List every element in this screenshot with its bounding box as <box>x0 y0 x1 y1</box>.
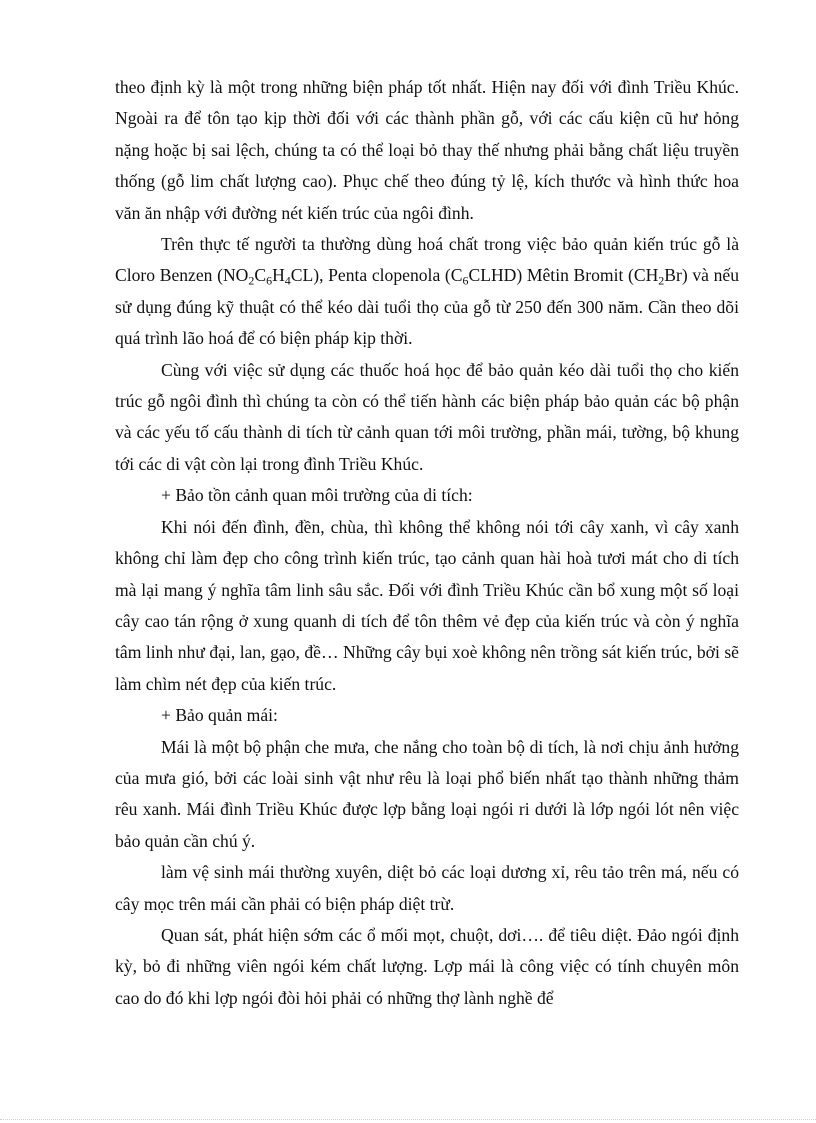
text-segment: làm vệ sinh mái thường xuyên, diệt bỏ các loại dương xỉ, rêu tảo trên má, nếu có cây mọc trên mái cần phải có biện pháp diệt trừ. <box>115 862 739 914</box>
text-segment: H <box>272 265 285 286</box>
heading-roof-preservation <box>115 700 739 731</box>
text-segment: CLHD) Mêtin Bromit (CH <box>468 265 659 286</box>
paragraph-roof-inspection <box>115 920 739 1014</box>
text-segment: Cùng với việc sử dụng các thuốc hoá học để bảo quản kéo dài tuổi thọ cho kiến trúc gỗ ngôi đình thì chúng ta còn có thể tiến hành các biện pháp bảo quản các bộ phận và các yếu tố cấu thành di tích từ cảnh quan tới môi trường, phần mái, tường, bộ khung tới các di vật còn lại trong đình Triều Khúc. <box>115 359 739 474</box>
text-segment: Khi nói đến đình, đền, chùa, thì không thể không nói tới cây xanh, vì cây xanh không chỉ làm đẹp cho công trình kiến trúc, tạo cảnh quan hài hoà tươi mát cho di tích mà lại mang ý nghĩa tâm linh sâu sắc. Đối với đình Triều Khúc cần bổ xung một số loại cây cao tán rộng ở xung quanh di tích để tôn thêm vẻ đẹp của kiến trúc và còn ý nghĩa tâm linh như đại, lan, gạo, đề… Những cây bụi xoè không nên trồng sát kiến trúc, bởi sẽ làm chìm nét đẹp của kiến trúc. <box>115 516 739 694</box>
text-segment: Br) và nếu sử dụng đúng kỹ thuật có thể kéo dài tuổi thọ của gỗ từ 250 đến 300 năm. Cần theo dõi quá trình lão hoá để có biện pháp kịp thời. <box>115 265 739 349</box>
text-segment: C <box>254 265 267 286</box>
text-segment: theo định kỳ là một trong những biện pháp tốt nhất. Hiện nay đối với đình Triều Khúc. Ngoài ra để tôn tạo kịp thời đối với các thành phần gỗ, với các cấu kiện cũ hư hỏng nặng hoặc bị sai lệch, chúng ta có thể loại bỏ thay thế nhưng phải bằng chất liệu truyền thống (gỗ lim chất lượng cao). Phục chế theo đúng tỷ lệ, kích thước và hình thức hoa văn ăn nhập với đường nét kiến trúc của ngôi đình. <box>115 77 739 223</box>
page-bottom-divider <box>0 1119 816 1120</box>
paragraph-component-preservation <box>115 355 739 481</box>
text-segment: + Bảo tồn cảnh quan môi trường của di tích: <box>161 485 473 506</box>
paragraph-trees <box>115 512 739 700</box>
paragraph-roof-description <box>115 732 739 858</box>
subscript-text: 6 <box>462 274 469 289</box>
document-page <box>115 72 739 1014</box>
paragraph-wood-replacement <box>115 72 739 229</box>
text-segment: Quan sát, phát hiện sớm các ổ mối mọt, chuột, dơi…. để tiêu diệt. Đảo ngói định kỳ, bỏ đi những viên ngói kém chất lượng. Lợp mái là công việc có tính chuyên môn cao do đó khi lợp ngói đòi hỏi phải có những thợ lành nghề để <box>115 924 739 1008</box>
text-segment: Mái là một bộ phận che mưa, che nắng cho toàn bộ di tích, là nơi chịu ảnh hưởng của mưa gió, bởi các loài sinh vật như rêu là loại phổ biến nhất tạo thành những thảm rêu xanh. Mái đình Triều Khúc được lợp bằng loại ngói ri dưới là lớp ngói lót nên việc bảo quản cần chú ý. <box>115 736 739 851</box>
text-segment: CL), Penta clopenola (C <box>290 265 463 286</box>
paragraph-roof-cleaning <box>115 857 739 920</box>
text-segment: Trên thực tế người ta thường dùng hoá chất trong việc bảo quản kiến trúc gỗ là Cloro Benzen (NO <box>115 234 739 286</box>
subscript-text: 2 <box>658 274 665 289</box>
text-segment: + Bảo quản mái: <box>161 705 278 726</box>
subscript-text: 4 <box>284 274 291 289</box>
heading-landscape-conservation <box>115 480 739 511</box>
subscript-text: 2 <box>248 274 255 289</box>
paragraph-chemical-preservation <box>115 229 739 355</box>
subscript-text: 6 <box>266 274 273 289</box>
